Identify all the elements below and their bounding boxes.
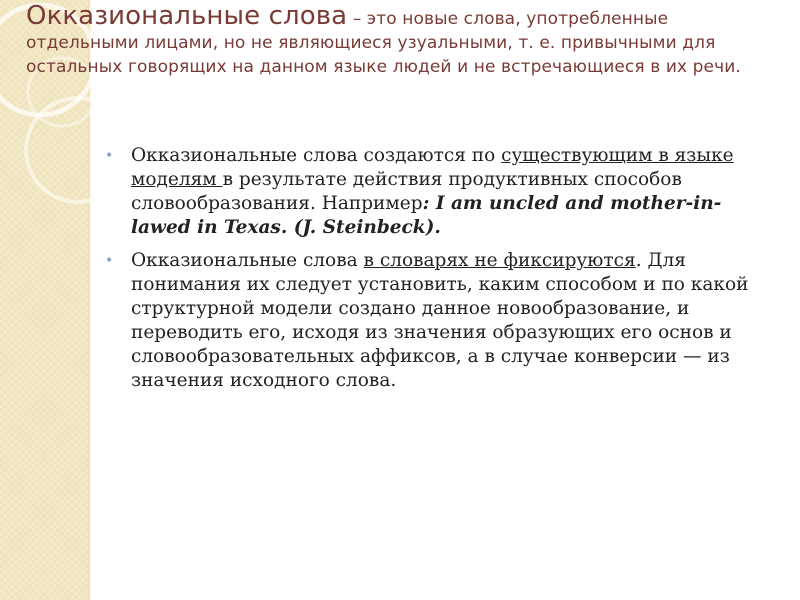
bullet-text: Окказиональные слова создаются по [131, 145, 502, 166]
underlined-phrase: существующим в языке моделям [131, 145, 734, 190]
bullet-text: Окказиональные слова [131, 250, 364, 271]
bullet-item [105, 249, 775, 393]
title-definition: – это новые слова, употребленные отдельными лицами, но не являющиеся узуальными, т. е. привычными для остальных говорящих на данном языке людей и не встречающиеся в их речи. [26, 9, 741, 77]
bullet-dot-icon: • [105, 148, 114, 164]
bullet-list [105, 144, 775, 402]
bullet-text: в результате действия продуктивных способов словообразования. Например [131, 169, 682, 214]
title-term: Окказиональные слова [26, 1, 348, 31]
bullet-item [105, 144, 775, 240]
slide-title [26, 1, 778, 79]
bullet-text: . Для понимания их следует установить, каким способом и по какой структурной модели создано данное новообразование, и переводить его, исходя из значения образующих его основ и словообразовательных аффиксов, а в случае конверсии — из значения исходного слова. [131, 250, 749, 391]
example-quote: : I am uncled and mother-in-lawed in Texas. (J. Steinbeck). [131, 193, 722, 238]
bullet-dot-icon: • [105, 253, 114, 269]
underlined-phrase: в словарях не фиксируются [363, 250, 636, 271]
